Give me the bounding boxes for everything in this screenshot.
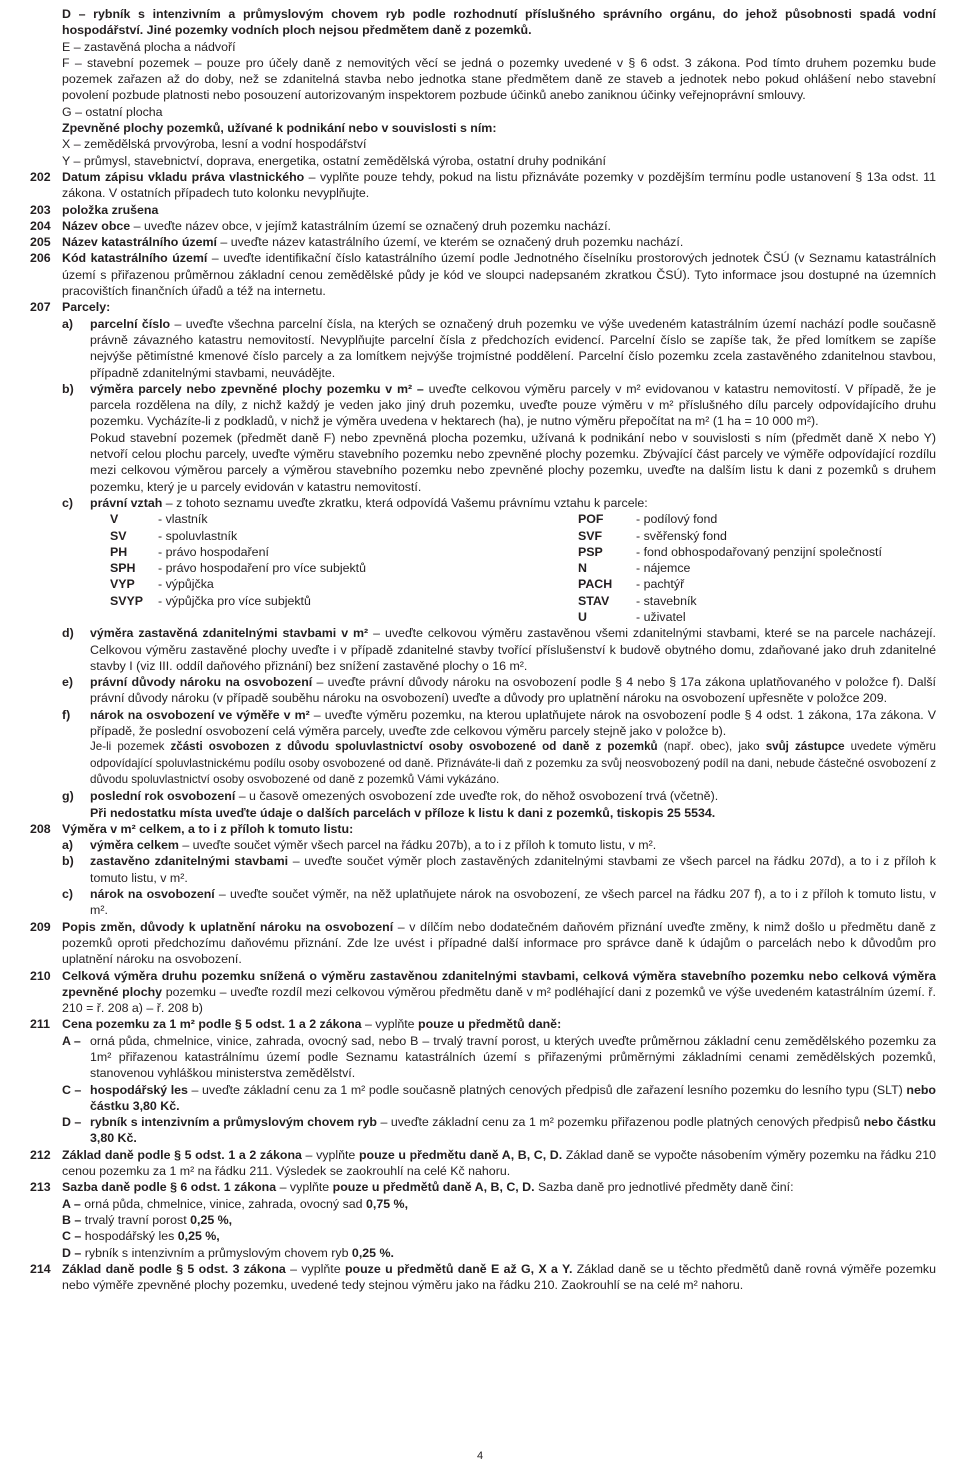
item-heading: Kód katastrálního území — [62, 251, 208, 266]
item-heading: Název obce — [62, 218, 131, 233]
item-212: 212 Základ daně podle § 5 odst. 1 a 2 zákona – vyplňte pouze u předmětu daně A, B, C, D. Základ daně se vypočte násobením výměry pozemku na řádku 210 cenou pozemku za 1 m² na řádku 211. Výsledek se zaokrouhlí na celé Kč nahoru. — [30, 1147, 936, 1179]
item-209 — [30, 919, 936, 968]
item-number: 212 — [30, 1147, 51, 1162]
item-heading: Celková výměra druhu pozemku snížená o výměru zastavěnou zdanitelnými stavbami, celková výměra stavebního pozemku nebo celková výměra zpevněné plochy — [62, 968, 936, 999]
tax-rate-a: A – orná půda, chmelnice, vinice, zahrada, ovocný sad 0,75 %, — [62, 1196, 409, 1211]
item-text: – uveďte identifikační číslo katastrálního území podle Jednotného číselníku prostorových jednotek ČSÚ (v Seznamu katastrálních území s přiřazenou průměrnou základní cenou zemědělské půdy je kód ve sloupci nadepsaném zkratkou ČSÚ). Tyto informace jsou dostupné na územních pracovištích finančních úřadů a též na internetu. — [62, 251, 936, 299]
subitem-207g: g) poslední rok osvobození – u časově omezených osvobození zde uveďte rok, do něhož osvobození trvá (včetně). Při nedostatku místa uveďte údaje o dalších parcelách v příloze k listu k dani z pozemků, tiskopis 25 5534. — [62, 789, 719, 820]
item-204 — [30, 218, 936, 234]
item-213: 213 Sazba daně podle § 6 odst. 1 zákona – vyplňte pouze u předmětů daně A, B, C, D. Sazba daně pro jednotlivé předměty daně činí: A – orná půda, chmelnice, vinice, zahrada, ovocný sad 0,75 %, B – trvalý travní porost 0,25 %, C – hospodářský les 0,25 %, D – rybník s intenzivním a průmyslovým chovem ryb 0,25 %. — [30, 1179, 936, 1260]
tax-rate-d: D – rybník s intenzivním a průmyslovým chovem ryb 0,25 %. — [62, 1245, 394, 1260]
item-207 — [30, 299, 936, 821]
item-text: – uveďte název katastrálního území, ve kterém se označený druh pozemku nachází. — [216, 235, 684, 250]
paved-areas-heading: Zpevněné plochy pozemků, užívané k podnikání nebo v souvislosti s ním: — [62, 121, 497, 136]
subitem-207c: c) právní vztah – z tohoto seznamu uveďte zkratku, která odpovídá Vašemu právnímu vztahu k parcele: V - vlastník POF - podílový fond SV - spoluvlastník SVF - svěřenský fond PH - právo hospodaření PSP - fond obhospodařovaný penzijní společností SPH - právo hospodaření pro více subjektů N - nájemce VYP - výpůjčka PACH - pachtýř SVYP - výpůjčka pro více subjektů STAV - stavebník U - uživatel — [62, 495, 936, 625]
item-number: 206 — [30, 251, 51, 266]
item-heading: Datum zápisu vkladu práva vlastnického — [62, 169, 305, 184]
subitem-207a: a) parcelní číslo – uveďte všechna parcelní čísla, na kterých se označený druh pozemku ve výše uvedeném katastrálním území nachází podle současně právně závazného katastru nemovitostí. Nevyplňujte parcelní čísla z předchozích evidencí. Parcelní číslo se zapíše tak, že před lomítkem se zapíše nejvýše pětimístné kmenové číslo parcely a za lomítkem nejvýše trojmístné poddělení. Parcelní číslo pozemku zcela zastavěného zdanitelnou stavbou, případně zdanitelnými stavbami, neuvádějte. — [62, 316, 936, 380]
subitem-207e: e) právní důvody nároku na osvobození – uveďte právní důvody nároku na osvobození podle § 4 nebo § 17a zákona uplatňovaného v položce f). Další právní důvody nároku (v případě souběhu nároku na osvobození) uveďte a důvody pro uplatnění nároku na osvobození upřesněte v položce 209. — [62, 675, 936, 706]
subitem-208a: a) výměra celkem – uveďte součet výměr všech parcel na řádku 207b), a to i z příloh k tomuto listu, v m². — [62, 838, 657, 853]
item-text: – vyplňte pouze tehdy, pokud na listu přiznáváte pozemky v pozdějším termínu podle ustanovení § 13a odst. 11 zákona. V ostatních případech tuto kolonku nevyplňujte. — [62, 169, 937, 201]
item-number: 213 — [30, 1180, 51, 1195]
subitem-208b: b) zastavěno zdanitelnými stavbami – uveďte součet výměr ploch zastavěných zdanitelnými stavbami ze všech parcel na řádku 207d), a to i z příloh k tomuto listu, v m². — [62, 854, 936, 885]
item-heading: Parcely: — [62, 300, 111, 315]
item-heading: Název katastrálního území — [62, 235, 217, 250]
land-type-g: G – ostatní plocha — [62, 104, 163, 119]
item-number: 202 — [30, 169, 51, 184]
land-type-y: Y – průmysl, stavebnictví, doprava, energetika, ostatní zemědělská výroba, ostatní druhy podnikání — [62, 153, 606, 168]
land-type-x: X – zemědělská prvovýroba, lesní a vodní hospodářství — [62, 137, 367, 152]
item-heading: položka zrušena — [62, 202, 159, 217]
item-208 — [30, 821, 936, 919]
item-text: – uveďte název obce, v jejímž katastrálním území se označený druh pozemku nachází. — [130, 218, 611, 233]
item-heading: Základ daně podle § 5 odst. 3 zákona — [62, 1261, 286, 1276]
item-text: – v dílčím nebo dodatečném daňovém přiznání uveďte změny, k nimž došlo u předmětu daně z pozemků oproti předchozímu daňovému přiznání. Zde lze uvést i případné další informace pro správce daně k údajům o parcelách nebo k důvodům pro uplatnění nároku na osvobození. — [62, 919, 936, 967]
item-206 — [30, 250, 936, 299]
item-number: 205 — [30, 235, 51, 250]
item-211: 211 Cena pozemku za 1 m² podle § 5 odst. 1 a 2 zákona – vyplňte pouze u předmětů daně: A – orná půda, chmelnice, vinice, zahrada, ovocný sad, nebo B – trvalý travní porost, u kterých uveďte průměrnou základní cenu zemědělského pozemku za 1m² přiřazenou katastrálnímu území podle Seznamu katastrálních území s přiřazenými průměrnými základními cenami zemědělských pozemků, stanovenou vyhláškou ministerstva zemědělství. C – hospodářský les – uveďte základní cenu za 1 m² podle současně platných cenových předpisů dle zařazení lesního pozemku do lesního typu (SLT) nebo částku 3,80 Kč. D – rybník s intenzivním a průmyslovým chovem ryb – uveďte základní cenu za 1 m² pozemku přiřazenou podle platných cenových předpisů nebo částku 3,80 Kč. — [30, 1017, 936, 1146]
item-number: 208 — [30, 821, 51, 836]
item-210 — [30, 968, 936, 1017]
item-number: 204 — [30, 218, 51, 233]
item-205 — [30, 234, 936, 250]
item-number: 210 — [30, 968, 51, 983]
item-203 — [30, 202, 936, 218]
item-heading: Základ daně podle § 5 odst. 1 a 2 zákona — [62, 1147, 302, 1162]
item-text: pozemku – uveďte rozdíl mezi celkovou výměrou předmětu daně v m² podléhající dani z pozemků ve výše uvedeném katastrálním území. ř. 210 = ř. 208 a) – ř. 208 b) — [62, 984, 936, 1016]
item-number: 207 — [30, 300, 51, 315]
subitem-211a: A – orná půda, chmelnice, vinice, zahrada, ovocný sad, nebo B – trvalý travní porost, u kterých uveďte průměrnou základní cenu zemědělského pozemku za 1m² přiřazenou katastrálnímu území podle Seznamu katastrálních území s přiřazenými průměrnými základními cenami zemědělských pozemků, stanovenou vyhláškou ministerstva zemědělství. — [62, 1033, 936, 1081]
subitem-207f: f) nárok na osvobození ve výměře v m² – uveďte výměru pozemku, na kterou uplatňujete nárok na osvobození podle § 4 odst. 1 zákona, 17a zákona. V případě, že poslední osvobození celá výměra parcely, uveďte zde celkovou výměru parcely stejně jako v položce b). Je-li pozemek zčásti osvobozen z důvodu spoluvlastnictví osoby osvobozené od daně z pozemků (např. obec), jako svůj zástupce uvedete výměru odpovídající spoluvlastnickému podílu osoby osvobozené od daně. Přiznáváte-li daň z pozemku za svůj neosvobozený podíl na dani, nebude částečné osvobození z důvodu spoluvlastnictví osoby osvobozené od daně z pozemků Vámi vykázáno. — [62, 707, 937, 786]
item-heading: Popis změn, důvody k uplatnění nároku na osvobození — [62, 919, 394, 934]
subitem-211d: D – rybník s intenzivním a průmyslovým chovem ryb – uveďte základní cenu za 1 m² pozemku přiřazenou podle platných cenových předpisů nebo částku 3,80 Kč. — [62, 1115, 936, 1146]
item-heading: Sazba daně podle § 6 odst. 1 zákona — [62, 1180, 277, 1195]
item-number: 209 — [30, 919, 51, 934]
document-page — [30, 6, 936, 1293]
legal-relation-codes: V - vlastník POF - podílový fond SV - spoluvlastník SVF - svěřenský fond PH - právo hospodaření PSP - fond obhospodařovaný penzijní společností SPH - právo hospodaření pro více subjektů N - nájemce VYP - výpůjčka PACH - pachtýř SVYP - výpůjčka pro více subjektů STAV - stavebník U - uživatel — [110, 512, 882, 624]
page-number: 4 — [476, 1450, 484, 1462]
subitem-211c: C – hospodářský les – uveďte základní cenu za 1 m² podle současně platných cenových předpisů dle zařazení lesního pozemku do lesního typu (SLT) nebo částku 3,80 Kč. — [62, 1082, 936, 1113]
item-number: 203 — [30, 202, 51, 217]
subitem-207b: b) výměra parcely nebo zpevněné plochy pozemku v m² – uveďte celkovou výměru parcely v m² evidovanou v katastru nemovitostí. V případě, že je parcela rozdělena na díly, z nichž každý je veden jako jiný druh pozemku, uveďte pouze výměru v m² příslušného dílu parcely odpovídajícího druhu pozemku. Vycházíte-li z podkladů, v nichž je výměra uvedena v hektarech (ha), je nutno výměru přepočítat na m² (1 ha = 10 000 m²). Pokud stavební pozemek (předmět daně F) nebo zpevněná plocha pozemku, užívaná k podnikání nebo v souvislosti s ním (předmět daně X nebo Y) netvoří celou plochu parcely, uveďte výměru stavebního pozemku nebo zpevněné plochy pozemku. Zbývající část parcely ve výměře odpovídající rozdílu mezi celkovou výměrou parcely a výměrou stavebního pozemku nebo zpevněné plochy pozemku, uveďte na dalším listu k dani z pozemků s druhem pozemku, který je u parcely evidován v katastru nemovitostí. — [62, 381, 936, 494]
land-type-e: E – zastavěná plocha a nádvoří — [62, 39, 236, 54]
item-202 — [30, 169, 936, 202]
item-number: 214 — [30, 1261, 51, 1276]
item-heading: Cena pozemku za 1 m² podle § 5 odst. 1 a 2 zákona — [62, 1017, 362, 1032]
subitem-207d: d) výměra zastavěná zdanitelnými stavbami v m² – uveďte celkovou výměru zastavěnou všemi zdanitelnými stavbami, které se na parcele nacházejí. Celkovou výměru zastavěné plochy uveďte i v případě zdanitelné stavby tvořící příslušenství k budově obytného domu, zdaňované jako druh zdanitelné stavby I (viz III. oddíl daňového přiznání) bez snížení zastavěné plochy o 16 m². — [62, 626, 936, 673]
item-number: 211 — [30, 1017, 50, 1032]
subitem-208c: c) nárok na osvobození – uveďte součet výměr, na něž uplatňujete nárok na osvobození, ze všech parcel na řádku 207 f), a to i z příloh k tomuto listu, v m². — [62, 887, 936, 918]
land-type-d: D – rybník s intenzivním a průmyslovým chovem ryb podle rozhodnutí příslušného správního orgánu, do jehož působnosti spadá vodní hospodářství. Jiné pozemky vodních ploch nejsou předmětem daně z pozemků. — [62, 7, 936, 38]
land-type-list — [30, 6, 936, 169]
tax-rate-b: B – trvalý travní porost 0,25 %, — [62, 1212, 233, 1227]
item-214: 214 Základ daně podle § 5 odst. 3 zákona – vyplňte pouze u předmětů daně E až G, X a Y. Základ daně se u těchto předmětů daně rovná výměře pozemku nebo výměře zpevněné plochy pozemku, uvedené tedy stejnou výměru jako na řádku 210. Zaokrouhlí se na celé m² nahoru. — [30, 1261, 936, 1293]
item-heading: Výměra v m² celkem, a to i z příloh k tomuto listu: — [62, 821, 354, 836]
tax-rate-c: C – hospodářský les 0,25 %, — [62, 1229, 220, 1244]
land-type-f: F – stavební pozemek – pouze pro účely daně z nemovitých věcí se jedná o pozemky uvedené v § 6 odst. 3 zákona. Pod tímto druhem pozemku bude pozemek zařazen až do doby, než se zdanitelná stavba nebo jednotka stane předmětem daně ze staveb a jednotek nebo pokud ohlášení nebo stavební povolení pozbude platnosti nebo posouzení autorizovaným inspektorem pozbude účinků anebo zaniknou účinky veřejnoprávní smlouvy. — [62, 55, 936, 103]
